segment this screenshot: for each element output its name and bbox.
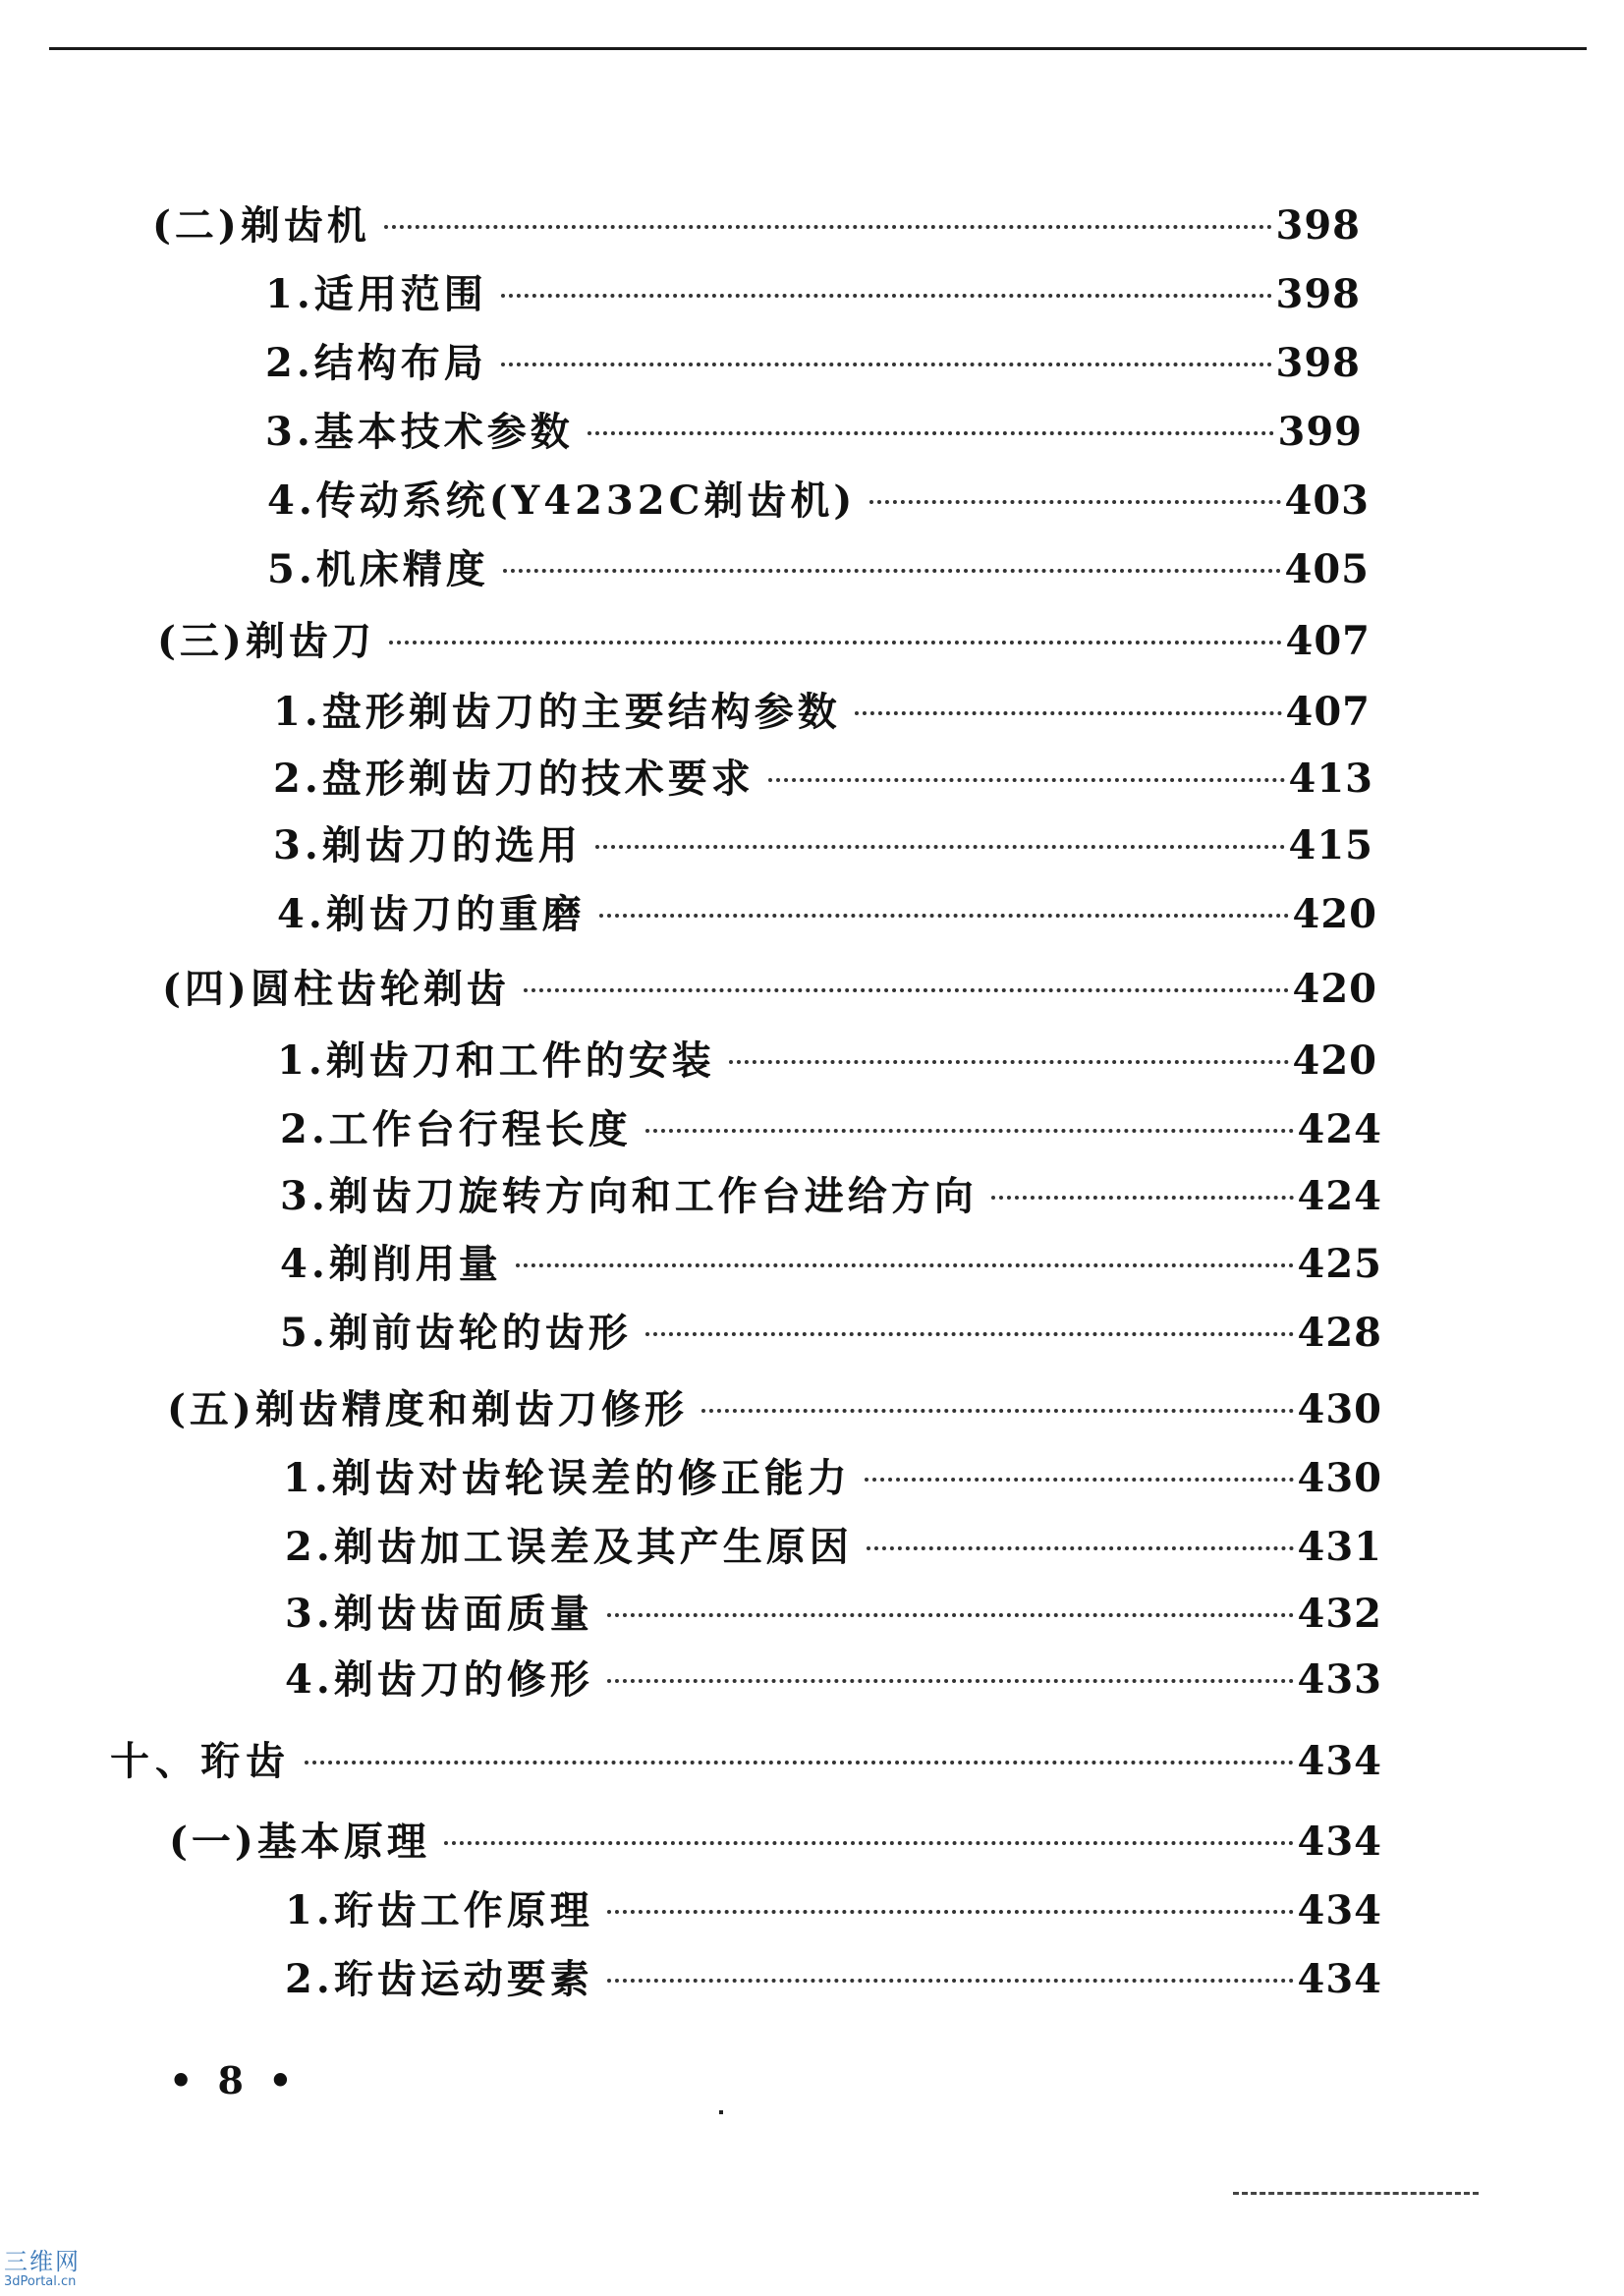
dot-leader — [869, 500, 1280, 504]
toc-entry[interactable] — [277, 1036, 1377, 1086]
toc-entry[interactable] — [285, 1955, 1382, 2004]
toc-entry-page: 434 — [1297, 1738, 1382, 1784]
toc-entry[interactable] — [152, 201, 1361, 251]
toc-entry[interactable] — [157, 617, 1371, 666]
toc-entry-label: 3.基本技术参数 — [265, 409, 574, 455]
toc-entry[interactable] — [267, 545, 1370, 594]
toc-entry[interactable] — [280, 1172, 1382, 1221]
toc-entry-label: 4.剃削用量 — [280, 1241, 502, 1287]
toc-entry-page: 425 — [1297, 1241, 1382, 1287]
dot-leader — [607, 1979, 1294, 1983]
toc-entry-label: 1.适用范围 — [265, 271, 487, 317]
toc-entry-label: (五)剃齿精度和剃齿刀修形 — [167, 1386, 688, 1432]
toc-entry[interactable] — [267, 476, 1370, 526]
toc-entry-label: 1.盘形剃齿刀的主要结构参数 — [273, 689, 841, 735]
dot-leader — [645, 1129, 1294, 1133]
toc-entry-label: (一)基本原理 — [169, 1819, 430, 1865]
dot-leader — [389, 641, 1282, 644]
toc-entry[interactable] — [280, 1309, 1382, 1358]
toc-entry[interactable] — [265, 408, 1363, 457]
toc-entry-page: 434 — [1297, 1819, 1382, 1865]
toc-entry[interactable] — [285, 1590, 1382, 1639]
toc-entry-label: 1.珩齿工作原理 — [285, 1887, 593, 1933]
dot-leader — [607, 1613, 1294, 1617]
dot-leader — [855, 711, 1282, 715]
dot-leader — [991, 1196, 1294, 1200]
toc-entry-page: 420 — [1292, 966, 1377, 1012]
toc-entry-label: (四)圆柱齿轮剃齿 — [162, 966, 510, 1012]
toc-entry[interactable] — [169, 1818, 1382, 1867]
toc-entry-page: 405 — [1284, 546, 1370, 592]
toc-entry-page: 398 — [1275, 340, 1361, 386]
toc-entry-page: 398 — [1275, 271, 1361, 317]
toc-entry-label: 3.剃齿刀的选用 — [273, 822, 582, 868]
toc-entry[interactable] — [273, 688, 1371, 737]
toc-entry[interactable] — [280, 1240, 1382, 1289]
toc-entry-page: 424 — [1297, 1106, 1382, 1152]
watermark-logo — [4, 2250, 112, 2288]
toc-entry[interactable] — [265, 270, 1361, 319]
dot-leader — [305, 1761, 1294, 1764]
toc-entry[interactable] — [285, 1523, 1382, 1572]
toc-entry-page: 403 — [1284, 477, 1370, 524]
dot-leader — [768, 778, 1285, 782]
toc-entry-label: 2.结构布局 — [265, 340, 487, 386]
toc-entry-page: 434 — [1297, 1956, 1382, 2002]
scan-speck — [719, 2110, 723, 2114]
toc-entry[interactable] — [283, 1454, 1382, 1503]
toc-entry[interactable] — [285, 1655, 1382, 1705]
dot-leader — [867, 1546, 1294, 1550]
toc-entry-page: 434 — [1297, 1887, 1382, 1933]
toc-entry-label: 3.剃齿齿面质量 — [285, 1591, 593, 1637]
toc-entry[interactable] — [273, 755, 1373, 804]
toc-entry-page: 424 — [1297, 1173, 1382, 1219]
toc-entry-page: 413 — [1288, 756, 1373, 802]
toc-entry-label: (三)剃齿刀 — [157, 618, 375, 664]
dot-leader — [524, 988, 1289, 992]
toc-entry[interactable] — [277, 890, 1377, 939]
header-rule — [49, 47, 1587, 50]
toc-entry-label: (二)剃齿机 — [152, 202, 370, 249]
dot-leader — [701, 1409, 1294, 1413]
toc-entry-page: 420 — [1292, 1037, 1377, 1084]
dot-leader — [607, 1910, 1294, 1914]
toc-entry-page: 407 — [1285, 689, 1371, 735]
toc-entry[interactable] — [280, 1105, 1382, 1154]
toc-entry-label: 十、珩齿 — [110, 1738, 291, 1784]
dot-leader — [599, 914, 1289, 918]
toc-entry-page: 420 — [1292, 891, 1377, 937]
scan-artifact-dashes — [1233, 2189, 1479, 2195]
page-number: • 8 • — [169, 2058, 299, 2102]
toc-entry-label: 2.珩齿运动要素 — [285, 1956, 593, 2002]
dot-leader — [501, 294, 1272, 298]
dot-leader — [588, 431, 1274, 435]
toc-entry-page: 430 — [1297, 1386, 1382, 1432]
toc-entry-label: 2.工作台行程长度 — [280, 1106, 632, 1152]
toc-entry-page: 431 — [1297, 1524, 1382, 1570]
toc-entry[interactable] — [110, 1737, 1382, 1786]
toc-entry[interactable] — [285, 1886, 1382, 1935]
toc-entry-page: 399 — [1277, 409, 1363, 455]
dot-leader — [645, 1332, 1294, 1336]
toc-entry-label: 5.机床精度 — [267, 546, 489, 592]
toc-entry-label: 3.剃齿刀旋转方向和工作台进给方向 — [280, 1173, 978, 1219]
watermark-en: 3dPortal.cn — [4, 2274, 77, 2289]
toc-entry-page: 398 — [1275, 202, 1361, 249]
dot-leader — [516, 1263, 1294, 1267]
toc-entry-page: 433 — [1297, 1656, 1382, 1703]
toc-entry-page: 415 — [1288, 822, 1373, 868]
toc-entry-page: 430 — [1297, 1455, 1382, 1501]
dot-leader — [501, 363, 1272, 366]
toc-entry[interactable] — [265, 339, 1361, 388]
toc-entry-label: 2.剃齿加工误差及其产生原因 — [285, 1524, 853, 1570]
toc-entry-label: 5.剃前齿轮的齿形 — [280, 1310, 632, 1356]
toc-entry-label: 4.剃齿刀的重磨 — [277, 891, 586, 937]
dot-leader — [384, 225, 1272, 229]
watermark-cn: 三维网 — [4, 2248, 81, 2275]
toc-entry-label: 2.盘形剃齿刀的技术要求 — [273, 756, 755, 802]
dot-leader — [444, 1841, 1294, 1845]
toc-entry-page: 428 — [1297, 1310, 1382, 1356]
dot-leader — [729, 1060, 1289, 1064]
toc-entry[interactable] — [162, 965, 1377, 1014]
toc-entry[interactable] — [273, 821, 1373, 870]
toc-entry-label: 4.传动系统(Y4232C剃齿机) — [267, 477, 857, 524]
toc-entry-page: 407 — [1285, 618, 1371, 664]
toc-entry-label: 1.剃齿刀和工件的安装 — [277, 1037, 715, 1084]
dot-leader — [607, 1679, 1294, 1683]
dot-leader — [865, 1478, 1294, 1482]
toc-entry[interactable] — [167, 1385, 1382, 1434]
toc-entry-page: 432 — [1297, 1591, 1382, 1637]
toc-entry-label: 1.剃齿对齿轮误差的修正能力 — [283, 1455, 851, 1501]
dot-leader — [595, 845, 1285, 849]
dot-leader — [503, 569, 1281, 573]
toc-entry-label: 4.剃齿刀的修形 — [285, 1656, 593, 1703]
